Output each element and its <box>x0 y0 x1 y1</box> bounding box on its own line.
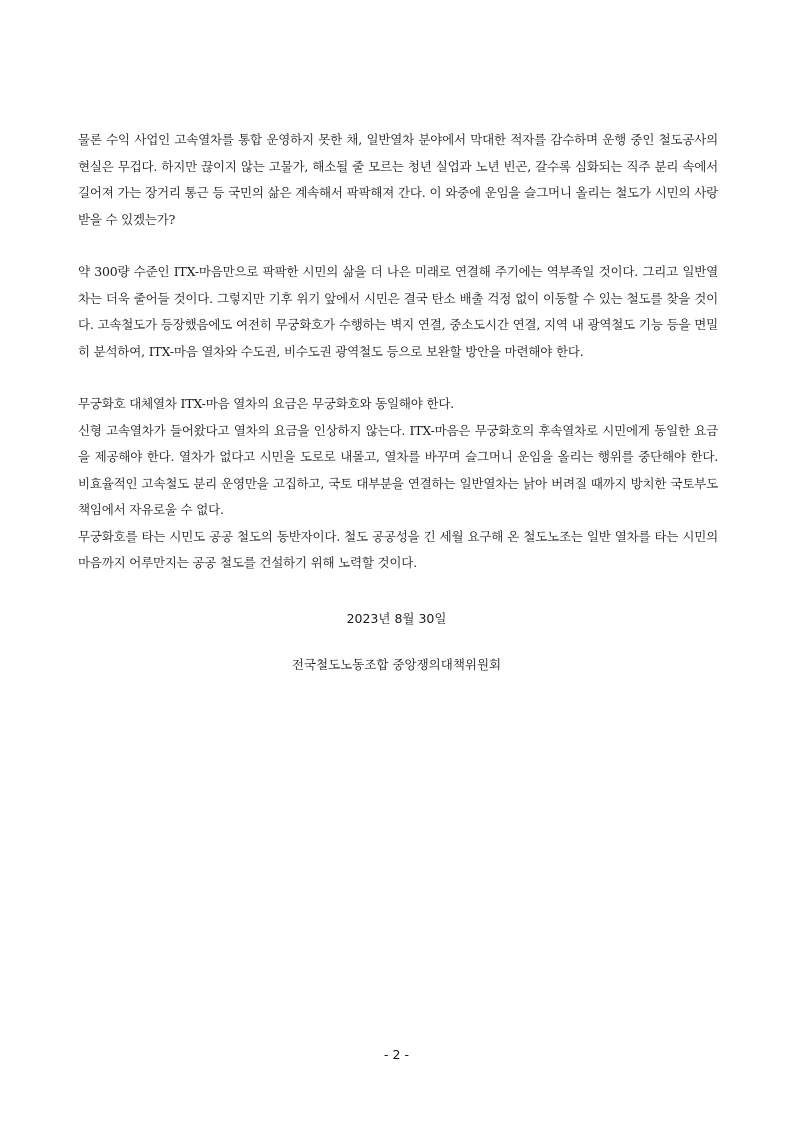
document-signature: 전국철도노동조합 중앙쟁의대책위원회 <box>291 657 502 672</box>
page-number: - 2 - <box>384 1047 409 1062</box>
paragraph-gap <box>78 233 718 259</box>
paragraph-fare-demand: 신형 고속열차가 들어왔다고 열차의 요금을 인상하지 않는다. ITX-마음은 무궁화호의 후속열차로 시민에게 동일한 요금을 제공해야 한다. 열차가 없다고 시민을 도로로 내몰고, 열차를 바꾸며 슬그머니 운임을 올리는 행위를 중단해야 한다. 비효율적인 고속철도 분리 운영만을 고집하고, 국토 대부분을 연결하는 일반열차는 낡아 버려질 때까지 방치한 국토부도 책임에서 자유로울 수 없다. <box>78 422 718 517</box>
document-body <box>78 127 718 577</box>
paragraph-fare-heading: 무궁화호 대체열차 ITX-마음 열차의 요금은 무궁화호와 동일해야 한다. <box>78 396 454 411</box>
paragraph-revenue-reality: 물론 수익 사업인 고속열차를 통합 운영하지 못한 채, 일반열차 분야에서 막대한 적자를 감수하며 운행 중인 철도공사의 현실은 무겁다. 하지만 끊이지 않는 고물가, 해소될 줄 모르는 청년 실업과 노년 빈곤, 갈수록 심화되는 직주 분리 속에서 길어져 가는 장거리 통근 등 국민의 삶은 계속해서 팍팍해져 간다. 이 와중에 운임을 슬그머니 올리는 철도가 시민의 사랑받을 수 있겠는가? <box>78 132 718 227</box>
document-date: 2023년 8월 30일 <box>346 611 447 626</box>
paragraph-gap <box>78 365 718 391</box>
paragraph-itx-maeum-capacity: 약 300량 수준인 ITX-마음만으로 팍팍한 시민의 삶을 더 나은 미래로 연결해 주기에는 역부족일 것이다. 그리고 일반열차는 더욱 줄어들 것이다. 그렇지만 기후 위기 앞에서 시민은 결국 탄소 배출 걱정 없이 이동할 수 있는 철도를 찾을 것이다. 고속철도가 등장했음에도 여전히 무궁화호가 수행하는 벽지 연결, 중소도시간 연결, 지역 내 광역철도 기능 등을 면밀히 분석하여, ITX-마음 열차와 수도권, 비수도권 광역철도 등으로 보완할 방안을 마련해야 한다. <box>78 264 718 359</box>
paragraph-union-commitment: 무궁화호를 타는 시민도 공공 철도의 동반자이다. 철도 공공성을 긴 세월 요구해 온 철도노조는 일반 열차를 타는 시민의 마음까지 어루만지는 공공 철도를 건설하기 위해 노력할 것이다. <box>78 528 718 570</box>
